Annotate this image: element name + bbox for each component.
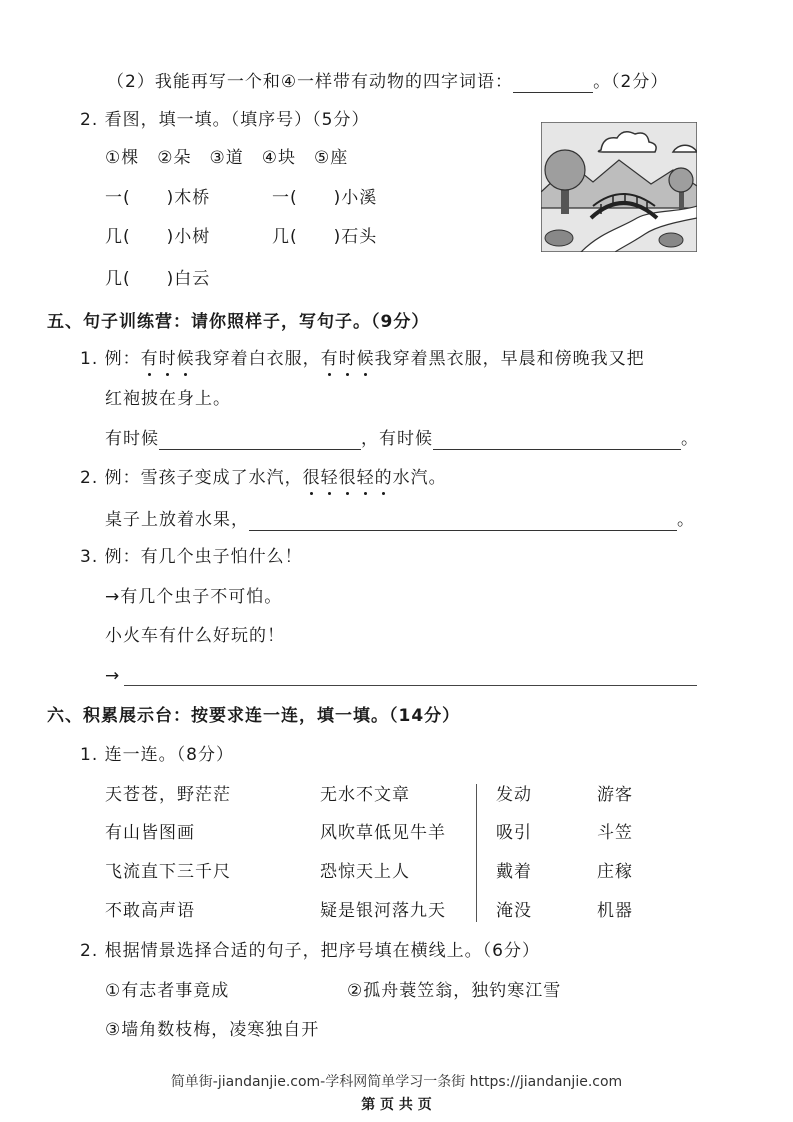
s6-q2-title: 2. 根据情景选择合适的句子，把序号填在横线上。（6分） bbox=[80, 941, 540, 961]
q4-3-wooden-bridge[interactable]: 一( )木桥 bbox=[105, 188, 211, 208]
s5-ex1-fill: 有时候 ，有时候 。 bbox=[105, 429, 699, 449]
poem-line-match[interactable]: 风吹草低见牛羊 bbox=[320, 823, 446, 843]
s5-ex2-fill: 桌子上放着水果， 。 bbox=[105, 510, 695, 530]
poem-line-match[interactable]: 恐惊天上人 bbox=[320, 862, 410, 882]
s6-q2-option-1: ①有志者事竟成 bbox=[105, 981, 230, 1001]
noun-word[interactable]: 斗笠 bbox=[597, 823, 633, 843]
scenery-illustration bbox=[541, 122, 697, 252]
poem-line[interactable]: 不敢高声语 bbox=[105, 901, 195, 921]
noun-word[interactable]: 机器 bbox=[597, 901, 633, 921]
q4-3-small-trees[interactable]: 几( )小树 bbox=[105, 227, 211, 247]
poem-line-match[interactable]: 无水不文章 bbox=[320, 785, 410, 805]
poem-line[interactable]: 天苍苍，野茫茫 bbox=[105, 785, 231, 805]
footer-source: 简单街-jiandanjie.com-学科网简单学习一条街 https://jiandanjie.com bbox=[170, 1074, 623, 1090]
footer-page-number: 第 页 共 页 bbox=[361, 1097, 432, 1113]
s5-ex3-line3: 小火车有什么好玩的！ bbox=[105, 626, 285, 646]
s5-ex1-line2: 红袍披在身上。 bbox=[105, 389, 231, 409]
verb-word[interactable]: 戴着 bbox=[496, 862, 532, 882]
s5-ex3-arrow: → bbox=[105, 666, 121, 686]
q4-2-line: （2）我能再写一个和④一样带有动物的四字词语： 。（2分） bbox=[107, 72, 669, 92]
poem-line-match[interactable]: 疑是银河落九天 bbox=[320, 901, 446, 921]
q4-3-stones[interactable]: 几( )石头 bbox=[272, 227, 378, 247]
q4-3-clouds[interactable]: 几( )白云 bbox=[105, 269, 211, 289]
q4-3-stream[interactable]: 一( )小溪 bbox=[272, 188, 378, 208]
verb-word[interactable]: 淹没 bbox=[496, 901, 532, 921]
s5-ex1-blank-a[interactable] bbox=[159, 433, 361, 450]
s5-ex1-line1: 1. 例：有时候我穿着白衣服，有时候我穿着黑衣服，早晨和傍晚我又把 bbox=[80, 349, 645, 369]
section-5-title: 五、句子训练营：请你照样子，写句子。（9分） bbox=[47, 312, 430, 332]
q4-2-blank[interactable] bbox=[513, 76, 593, 93]
verb-word[interactable]: 吸引 bbox=[496, 823, 532, 843]
s5-ex1-blank-b[interactable] bbox=[433, 433, 681, 450]
poem-line[interactable]: 飞流直下三千尺 bbox=[105, 862, 231, 882]
verb-word[interactable]: 发动 bbox=[496, 785, 532, 805]
noun-word[interactable]: 庄稼 bbox=[597, 862, 633, 882]
poem-line[interactable]: 有山皆图画 bbox=[105, 823, 195, 843]
q4-3-title: 2. 看图，填一填。（填序号）（5分） bbox=[80, 110, 370, 130]
s5-ex2-line1: 2. 例：雪孩子变成了水汽，很轻很轻的水汽。 bbox=[80, 468, 447, 488]
s5-ex3-line2: →有几个虫子不可怕。 bbox=[105, 587, 283, 607]
section-6-title: 六、积累展示台：按要求连一连，填一填。（14分） bbox=[47, 706, 461, 726]
s6-q2-option-2: ②孤舟蓑笠翁，独钓寒江雪 bbox=[347, 981, 562, 1001]
q4-3-options: ①棵 ②朵 ③道 ④块 ⑤座 bbox=[105, 148, 349, 168]
s6-q1-title: 1. 连一连。（8分） bbox=[80, 745, 234, 765]
s5-ex3-answer-line[interactable] bbox=[124, 685, 697, 686]
s6-q2-option-3: ③墙角数枝梅，凌寒独自开 bbox=[105, 1020, 320, 1040]
column-divider bbox=[476, 784, 477, 922]
s5-ex3-line1: 3. 例：有几个虫子怕什么！ bbox=[80, 547, 303, 567]
s5-ex2-blank[interactable] bbox=[249, 514, 677, 531]
noun-word[interactable]: 游客 bbox=[597, 785, 633, 805]
